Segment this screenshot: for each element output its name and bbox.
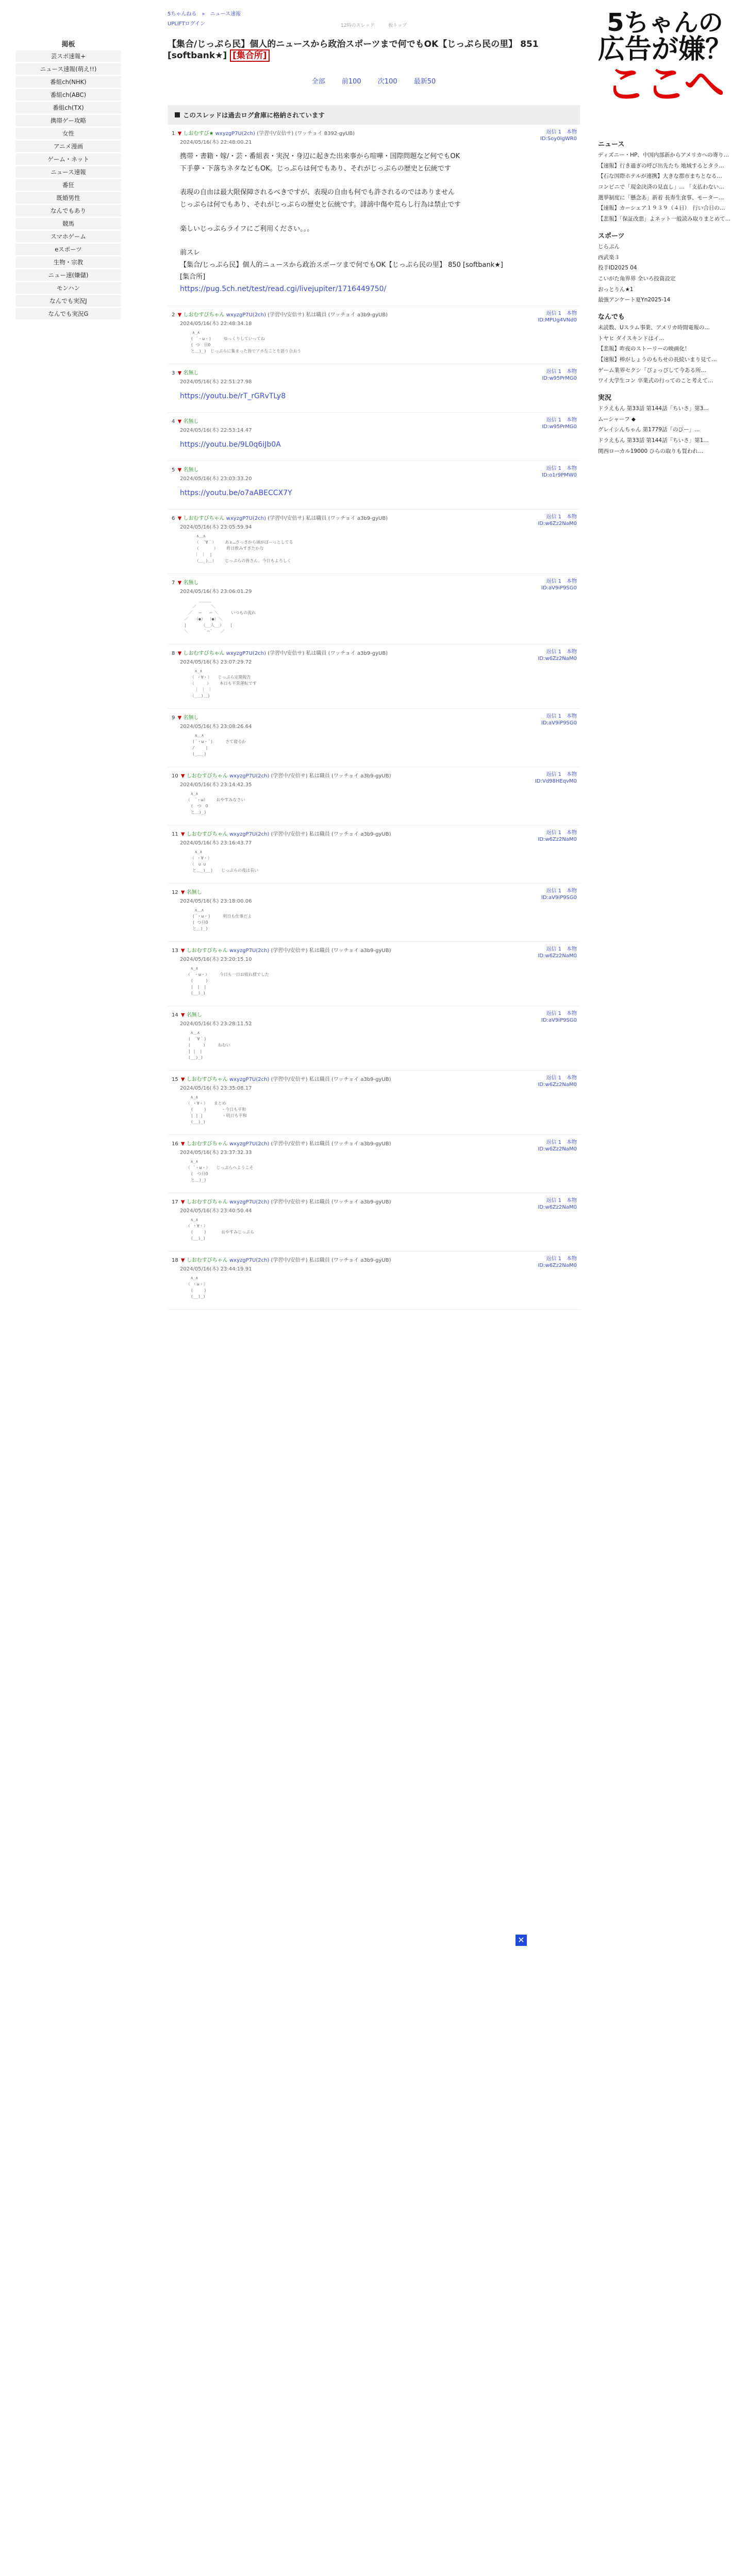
- post-number[interactable]: 11: [172, 832, 178, 838]
- post-date: 2024/05/16(木) 23:37:32.33: [180, 1150, 252, 1156]
- post-id[interactable]: ID:w6Zz2NaM0: [538, 521, 577, 527]
- board-link[interactable]: 番組ch(TX): [15, 102, 121, 113]
- ascii-art: ∧_∧ （ ・∀・） ( ) おやすみじっぷら (__)_): [188, 1217, 255, 1241]
- post-actions: [538, 946, 577, 959]
- post-header: [172, 1075, 578, 1091]
- post-id[interactable]: ID:w6Zz2NaM0: [538, 953, 577, 959]
- post-header: [172, 310, 578, 327]
- reply-link[interactable]: 返信 1 本物: [546, 1140, 577, 1146]
- post-number[interactable]: 5: [172, 467, 175, 473]
- login-link[interactable]: UPLIFTログイン: [168, 21, 206, 27]
- post-id[interactable]: ID:Soy0lgWR0: [540, 136, 577, 142]
- post-actions: [542, 417, 577, 430]
- post-id[interactable]: ID:w6Zz2NaM0: [538, 837, 577, 843]
- post-header: [172, 129, 578, 145]
- poster-mail[interactable]: wxyzgP7U(2ch): [226, 312, 266, 318]
- post: [168, 645, 580, 709]
- post-id[interactable]: ID:w6Zz2NaM0: [538, 1263, 577, 1269]
- post: [168, 1006, 580, 1071]
- news-item[interactable]: ゲーム業界セクシ「ぴょっぴして今ある所…: [598, 367, 706, 374]
- post-actions: [540, 129, 577, 142]
- thread-title: [168, 39, 580, 61]
- star-icon: ▼: [180, 773, 185, 779]
- poster-name: しおむすびちゃん: [183, 516, 225, 522]
- post-number[interactable]: 14: [172, 1012, 178, 1019]
- post-date: 2024/05/16(木) 23:08:26.64: [180, 724, 252, 730]
- news-item[interactable]: グレイシんちゃん 第1779話「のびー」…: [598, 427, 700, 433]
- post-line: [集合所]: [180, 273, 206, 281]
- news-item[interactable]: 選挙制度に「懸念あ」新着 長寿生食事、モーター…: [598, 194, 724, 201]
- ascii-art: ∧_∧ （ ・∀・） まとめ ( ) ・今日も平和 | | | ・明日も平和 (__)_): [188, 1095, 247, 1125]
- poster-mail[interactable]: wxyzgP7U(2ch): [229, 948, 270, 954]
- post-date: 2024/05/16(木) 23:14:42.35: [180, 782, 252, 788]
- ascii-art: ∧＿∧ ( ´∀｀) ( ) ねむい | | | (__)_): [188, 1030, 230, 1060]
- post-body: [172, 385, 578, 403]
- ascii-art: ∧_∧ （ ・∀・） じっぷら定期報告 （ ） 本日も平常運転です ｜ ｜ ｜ （_＿)＿): [192, 669, 257, 699]
- post: [168, 709, 580, 767]
- star-icon: ▼: [177, 418, 182, 425]
- ad-line-1: 5ちゃんの: [607, 8, 723, 37]
- post: [168, 1251, 580, 1310]
- board-link[interactable]: なんでもあり: [15, 205, 121, 216]
- news-item[interactable]: コンビニで「現金決済の見直し」… 「支払わない…: [598, 184, 724, 191]
- post-header: [172, 578, 578, 595]
- reply-link[interactable]: 返信 1 本物: [546, 310, 577, 316]
- reply-link[interactable]: 返信 1 本物: [546, 946, 577, 953]
- star-icon: ▼: [177, 516, 182, 522]
- poster-meta: (学習中/安倍サ) 私は職員 (ワッチョイ a3b9-gyUB): [268, 312, 388, 318]
- news-item[interactable]: ドラえもん 第33話 第144話「ちいさ」第3…: [598, 405, 709, 412]
- filter-next100[interactable]: 次100: [377, 78, 397, 86]
- post: [168, 1071, 580, 1135]
- poster-name: 名無し: [183, 580, 199, 586]
- post-number[interactable]: 4: [172, 418, 175, 425]
- post-header: [172, 829, 578, 846]
- reply-link[interactable]: 返信 1 本物: [546, 417, 577, 423]
- ascii-art: ∧＿∧ （ ´∀｀） あぁ…さっきから頭がぼーっとしてる （ ） 昨日飲みすぎたかな ｜ ｜ | （＿_)＿） じっぷらの皆さん、今日もよろしく: [194, 534, 293, 564]
- post-actions: [541, 713, 577, 726]
- poster-name: 名無し: [183, 370, 199, 376]
- reply-link[interactable]: 返信 1 本物: [546, 830, 577, 836]
- post-id[interactable]: ID:w6Zz2NaM0: [538, 1146, 577, 1153]
- reply-link[interactable]: 返信 1 本物: [546, 1256, 577, 1262]
- section-title: 実況: [598, 394, 612, 402]
- ascii-art: ∧_∧ （ ・ω・） ( ) (__)_): [188, 1276, 208, 1299]
- board-link[interactable]: ニュース速報(萌え!!): [15, 63, 121, 75]
- poster-mail[interactable]: wxyzgP7U(2ch): [226, 516, 266, 522]
- recent-threads-link[interactable]: 12時のスレッド: [341, 23, 375, 28]
- post: [168, 413, 580, 461]
- board-link[interactable]: 競馬: [15, 218, 121, 229]
- post-actions: [535, 771, 577, 785]
- board-link[interactable]: ニュー速(嫌儲): [15, 269, 121, 281]
- post-line: 前スレ: [180, 249, 201, 257]
- reply-link[interactable]: 返信 1 本物: [546, 714, 577, 720]
- post: [168, 125, 580, 306]
- news-item[interactable]: 未読数、Uスラム事業、アメリカ時間電報の…: [598, 324, 710, 331]
- poster-name: しおむすびちゃん: [186, 832, 228, 838]
- post-body: [172, 482, 578, 500]
- news-item[interactable]: おっとりん★1: [598, 286, 634, 293]
- post-date: 2024/05/16(木) 22:53:14.47: [180, 427, 252, 433]
- post-body: [172, 433, 578, 451]
- section-title: スポーツ: [598, 232, 625, 240]
- filter-latest50[interactable]: 最新50: [413, 78, 436, 86]
- post-link[interactable]: https://youtu.be/9L0q6iJb0A: [180, 440, 281, 449]
- board-top-link[interactable]: 板トップ: [388, 23, 407, 28]
- post-filter: [168, 76, 580, 86]
- thread-links: [168, 22, 580, 28]
- post-date: 2024/05/16(木) 23:16:43.77: [180, 840, 252, 846]
- news-section: [598, 139, 732, 223]
- post: [168, 574, 580, 645]
- board-link[interactable]: アニメ漫画: [15, 141, 121, 152]
- left-sidebar: [15, 39, 121, 321]
- post-number[interactable]: 10: [172, 773, 178, 779]
- post-id[interactable]: ID:aV9iP9SG0: [541, 1018, 577, 1024]
- news-sections: [598, 139, 732, 455]
- breadcrumb[interactable]: 5ちゃんねる » ニュース速報: [168, 11, 241, 17]
- news-item[interactable]: 【速報】カーシェア１９３９（４日） 行い合日の…: [598, 205, 725, 212]
- post-number[interactable]: 9: [172, 715, 175, 721]
- poster-meta: (学習中/安倍サ) 私は職員 (ワッチョイ a3b9-gyUB): [271, 1199, 391, 1206]
- poster-name: 名無し: [183, 418, 199, 425]
- post-date: 2024/05/16(木) 23:20:15.10: [180, 957, 252, 963]
- star-icon: ▼: [180, 1012, 185, 1019]
- board-link[interactable]: eスポーツ: [15, 244, 121, 255]
- post-header: [172, 368, 578, 385]
- poster-mail[interactable]: wxyzgP7U(2ch): [229, 1077, 270, 1083]
- filter-all[interactable]: 全部: [311, 78, 325, 86]
- ascii-art: ∧_∧ ( ´・ω・) ゆっくりしていってね ( つ 旦O と＿)_) じっぷらに集まった皆でアホなことを語り合おう: [190, 330, 302, 353]
- poster-mail[interactable]: wxyzgP7U(2ch): [226, 651, 266, 657]
- reply-link[interactable]: 返信 1 本物: [546, 579, 577, 585]
- news-item[interactable]: じらぷん: [598, 243, 620, 250]
- board-link[interactable]: モンハン: [15, 282, 121, 294]
- poster-mail[interactable]: wxyzgP7U(2ch): [229, 773, 270, 779]
- news-item[interactable]: 【悲報】「保証改悪」よネット一般読み取りまとめて…: [598, 216, 731, 223]
- board-link[interactable]: 番組ch(NHK): [15, 76, 121, 88]
- post-header: [172, 465, 578, 482]
- post-date: 2024/05/16(木) 22:48:34.18: [180, 320, 252, 327]
- poster-name: しおむすびちゃん: [186, 1141, 228, 1147]
- post: [168, 306, 580, 364]
- post-line: 携帯・書籍・嫁/・芸・番組表・実況・身辺に起きた出来事から喧嘩・国際問題など何でもOK: [180, 152, 460, 161]
- poster-meta: (学習中/安倍サ) 私は職員 (ワッチョイ a3b9-gyUB): [271, 948, 391, 954]
- post-date: 2024/05/16(木) 23:35:08.17: [180, 1086, 252, 1092]
- post-number[interactable]: 15: [172, 1077, 178, 1083]
- news-section: [598, 392, 732, 455]
- post-number[interactable]: 2: [172, 312, 175, 318]
- reply-link[interactable]: 返信 1 本物: [546, 1075, 577, 1081]
- poster-meta: (学習中/安倍サ) 私は職員 (ワッチョイ a3b9-gyUB): [268, 516, 388, 522]
- section-title: なんでも: [598, 313, 625, 321]
- poster-mail[interactable]: wxyzgP7U(2ch): [229, 832, 270, 838]
- section-title: ニュース: [598, 141, 625, 148]
- news-item[interactable]: 関西ローカル19000 ひらの取りも買われ…: [598, 448, 704, 454]
- post: [168, 364, 580, 413]
- post: [168, 1135, 580, 1193]
- post-number[interactable]: 18: [172, 1258, 178, 1264]
- post-actions: [541, 578, 577, 591]
- post-line: [180, 235, 578, 247]
- star-icon: ▼: [177, 715, 182, 721]
- poster-name: 名無し: [183, 715, 199, 721]
- post-number[interactable]: 3: [172, 370, 175, 376]
- star-icon: ▼: [180, 948, 185, 954]
- ascii-art: ∧＿∧ (´・ω・) 明日も仕事だよ ( つ旦O と＿)_): [192, 908, 252, 931]
- news-item[interactable]: 【速報】行き過ぎの呼び出先たち 地域するとタラ…: [598, 162, 724, 169]
- star-icon: ▼: [180, 832, 185, 838]
- post-line: じっぷらは何でもあり、それがじっぷらの歴史と伝統です。誹謗中傷や荒らし行為は禁止です: [180, 200, 461, 209]
- post-date: 2024/05/16(木) 23:40:50.44: [180, 1208, 252, 1214]
- post-line: 【集合/じっぷら民】個人的ニュースから政治スポーツまで何でもOK【じっぷら民の里】 850 [softbank★]: [180, 261, 504, 269]
- post-link[interactable]: https://pug.5ch.net/test/read.cgi/livejupiter/1716449750/: [180, 285, 387, 294]
- post-number[interactable]: 13: [172, 948, 178, 954]
- board-link[interactable]: ニュース速報: [15, 166, 121, 178]
- post-actions: [538, 1075, 577, 1088]
- ad-banner[interactable]: [598, 0, 732, 131]
- poster-meta: (学習中/安倍サ) 私は職員 (ワッチョイ a3b9-gyUB): [271, 1258, 391, 1264]
- archive-notice: [168, 105, 580, 125]
- post-date: 2024/05/16(木) 23:28:11.52: [180, 1021, 252, 1027]
- post-actions: [541, 1010, 577, 1024]
- post-link[interactable]: https://youtu.be/rT_rGRvTLy8: [180, 392, 286, 400]
- reply-link[interactable]: 返信 1 本物: [546, 514, 577, 520]
- poster-meta: (学習中/安倍サ) (ワッチョイ 8392-gyUB): [257, 131, 355, 137]
- poster-name: 名無し: [186, 890, 202, 896]
- post-id[interactable]: ID:aV9iP9SG0: [541, 585, 577, 591]
- post-header: [172, 649, 578, 665]
- post: [168, 1193, 580, 1251]
- post-id[interactable]: ID:aV9iP9SG0: [541, 895, 577, 901]
- poster-meta: (学習中/安倍サ) 私は職員 (ワッチョイ a3b9-gyUB): [268, 651, 388, 657]
- news-section: [598, 230, 732, 304]
- news-item[interactable]: 【石な国際ホテルが連携】大きな都市まちとなる…: [598, 173, 722, 180]
- poster-meta: (学習中/安倍サ) 私は職員 (ワッチョイ a3b9-gyUB): [271, 832, 391, 838]
- ascii-art: ＿＿＿ ／ ＼ ／ ─ ─ ＼ いつもの流れ ／ （●） （●）＼ | （__人__） | ＼ ｀⌒´ ／: [184, 598, 256, 634]
- post-actions: [538, 649, 577, 662]
- board-link[interactable]: 既婚男性: [15, 192, 121, 204]
- news-item[interactable]: こいがた角界界 全いろ投資設定: [598, 275, 676, 282]
- post-link[interactable]: https://youtu.be/o7aABECCX7Y: [180, 489, 292, 498]
- post-date: 2024/05/16(木) 23:06:01.29: [180, 589, 252, 595]
- post-line: 楽しいじっぷらライフにご利用ください。。。: [180, 225, 314, 233]
- poster-mail[interactable]: wxyzgP7U(2ch): [229, 1199, 270, 1206]
- poster-meta: (学習中/安倍サ) 私は職員 (ワッチョイ a3b9-gyUB): [271, 1077, 391, 1083]
- poster-meta: (学習中/安倍サ) 私は職員 (ワッチョイ a3b9-gyUB): [271, 1141, 391, 1147]
- poster-name: しおむすびちゃん: [186, 773, 228, 779]
- poster-name: しおむすびちゃん: [186, 948, 228, 954]
- board-link[interactable]: 番狂: [15, 179, 121, 191]
- post-header: [172, 946, 578, 962]
- post-header: [172, 1197, 578, 1214]
- main-column: [168, 9, 580, 1310]
- news-item[interactable]: ワイ大学生コン 卒業式の行ってのこと考えて…: [598, 378, 713, 384]
- board-link[interactable]: 携帯ゲー攻略: [15, 115, 121, 126]
- post-number[interactable]: 8: [172, 651, 175, 657]
- poster-mail[interactable]: wxyzgP7U(2ch): [229, 1141, 270, 1147]
- post-id[interactable]: ID:aV9iP9SG0: [541, 720, 577, 726]
- news-section: [598, 311, 732, 385]
- post-line: 表現の自由は最大限保障されるべきですが、表現の自由も何でも許されるのではありません: [180, 189, 455, 197]
- news-item[interactable]: ディズニー・HP、中国内部新からアメリカへの寄り…: [598, 152, 729, 158]
- post-date: 2024/05/16(木) 22:51:27.98: [180, 379, 252, 385]
- reply-link[interactable]: 返信 1 本物: [546, 466, 577, 472]
- post: [168, 510, 580, 574]
- post-actions: [542, 368, 577, 382]
- thread-tag: [集合所]: [230, 49, 270, 62]
- post-id[interactable]: ID:w6Zz2NaM0: [538, 1205, 577, 1211]
- right-sidebar: [598, 0, 732, 459]
- post-date: 2024/05/16(木) 23:05:59.94: [180, 524, 252, 531]
- post: [168, 461, 580, 510]
- poster-name: しおむすびちゃん: [186, 1077, 228, 1083]
- post-list: [168, 125, 580, 1310]
- post-header: [172, 417, 578, 433]
- board-link[interactable]: スマホゲーム: [15, 231, 121, 242]
- post: [168, 884, 580, 942]
- star-icon: ▼: [180, 1258, 185, 1264]
- star-icon: ▼: [180, 1077, 185, 1083]
- post-actions: [541, 888, 577, 901]
- post-header: [172, 771, 578, 788]
- sidebar-heading: 掲板: [61, 41, 75, 48]
- poster-meta: (学習中/安倍サ) 私は職員 (ワッチョイ a3b9-gyUB): [271, 773, 391, 779]
- news-item[interactable]: 【悲報】昨夜のストーリーの映画化！: [598, 346, 690, 352]
- post-actions: [538, 310, 577, 324]
- post-line: 下手夢・下落ちネタなどもOK。じっぷらは何でもあり、それがじっぷらの歴史と伝統です: [180, 164, 451, 173]
- post-actions: [538, 1256, 577, 1269]
- ascii-art: ∧_∧ （ ´・ω・） じっぷらへようこそ ( つ旦O と＿)_): [188, 1159, 254, 1183]
- post-number[interactable]: 12: [172, 890, 178, 896]
- post-actions: [542, 465, 577, 479]
- post-line: [180, 175, 578, 187]
- ascii-art: ∧＿∧ (´・ω・`) さて寝るか / | (_＿_): [192, 733, 246, 757]
- post-number[interactable]: 7: [172, 580, 175, 586]
- post-header: [172, 514, 578, 530]
- news-item[interactable]: 最強アンケート夏Yn2025-14: [598, 297, 671, 303]
- star-icon: ▼: [177, 131, 182, 137]
- poster-name: しおむすび★: [183, 131, 214, 137]
- board-link[interactable]: 女性: [15, 128, 121, 139]
- post-actions: [538, 514, 577, 527]
- archive-notice-text: このスレッドは過去ログ倉庫に格納されています: [183, 111, 325, 120]
- news-item[interactable]: 西武楽３: [598, 254, 620, 261]
- post-date: 2024/05/16(木) 23:44:19.91: [180, 1266, 252, 1273]
- post-header: [172, 888, 578, 904]
- post-id[interactable]: ID:Vd98HEqvM0: [535, 778, 577, 785]
- board-link[interactable]: ゲーム・ネット: [15, 154, 121, 165]
- ad-line-3: ここへ: [605, 61, 725, 108]
- post-id[interactable]: ID:o1r9PMW0: [542, 472, 577, 479]
- news-item[interactable]: トヤヒ ダイスキンドはイ…: [598, 335, 664, 342]
- post-id[interactable]: ID:w95PrMG0: [542, 375, 577, 381]
- star-icon: ▼: [177, 312, 182, 318]
- post: [168, 767, 580, 825]
- close-icon[interactable]: ✕: [515, 1935, 527, 1946]
- square-icon: [175, 112, 180, 117]
- poster-name: しおむすびちゃん: [186, 1258, 228, 1264]
- post-id[interactable]: ID:w95PrMG0: [542, 423, 577, 430]
- post-number[interactable]: 1: [172, 131, 175, 137]
- reply-link[interactable]: 返信 1 本物: [546, 368, 577, 375]
- ascii-art: ∧_∧ （ ´・ω） おやすみなさい ( つ O と＿)_): [188, 791, 245, 815]
- post-date: 2024/05/16(木) 22:48:00.21: [180, 140, 252, 146]
- post-date: 2024/05/16(木) 23:03:33.20: [180, 476, 252, 482]
- star-icon: ▼: [177, 580, 182, 586]
- post-id[interactable]: ID:w6Zz2NaM0: [538, 1082, 577, 1088]
- poster-name: しおむすびちゃん: [183, 651, 225, 657]
- poster-name: 名無し: [183, 467, 199, 473]
- post-number[interactable]: 6: [172, 516, 175, 522]
- board-nav: [15, 50, 121, 319]
- ad-line-2: 広告が嫌？: [598, 34, 732, 65]
- post-number[interactable]: 17: [172, 1199, 178, 1206]
- news-item[interactable]: ムーシャーフ ◆: [598, 416, 636, 422]
- reply-link[interactable]: 返信 1 本物: [546, 1011, 577, 1017]
- news-item[interactable]: 【速報】棒がしょうのもちせの長続いまり見て…: [598, 357, 717, 363]
- poster-name: 名無し: [186, 1012, 202, 1019]
- ascii-art: ∧_∧ （ ・ω・） 今日も一日お疲れ様でした ( ) | | | (__)_): [188, 966, 269, 996]
- post-body: [172, 145, 578, 296]
- ascii-art: ∧_∧ （ ・∀・） （ ∪ ∪ と＿_)__) じっぷらの夜は長い: [192, 850, 259, 873]
- star-icon: ▼: [180, 1199, 185, 1206]
- post-actions: [538, 1139, 577, 1153]
- star-icon: ▼: [180, 890, 185, 896]
- post-actions: [538, 1197, 577, 1211]
- post-header: [172, 1010, 578, 1027]
- news-item[interactable]: ドラえもん 第33話 第144話「ちいさ」第1…: [598, 437, 709, 444]
- star-icon: ▼: [177, 467, 182, 473]
- post-number[interactable]: 16: [172, 1141, 178, 1147]
- post: [168, 942, 580, 1006]
- board-link[interactable]: 番組ch(ABC): [15, 89, 121, 100]
- post-header: [172, 1256, 578, 1272]
- reply-link[interactable]: 返信 1 本物: [546, 888, 577, 894]
- thread-title-text: 【集合/じっぷら民】個人的ニュースから政治スポーツまで何でもOK【じっぷら民の里】 851 [softbank★]: [168, 39, 539, 61]
- post-actions: [538, 829, 577, 843]
- reply-link[interactable]: 返信 1 本物: [546, 1198, 577, 1204]
- post-line: [180, 211, 578, 223]
- star-icon: ▼: [177, 651, 182, 657]
- filter-prev100[interactable]: 前100: [341, 78, 361, 86]
- poster-name: しおむすびちゃん: [183, 312, 225, 318]
- reply-link[interactable]: 返信 1 本物: [546, 129, 577, 135]
- news-item[interactable]: 投手ID2025 04: [598, 265, 637, 272]
- board-link[interactable]: なんでも実況G: [15, 308, 121, 319]
- post: [168, 825, 580, 884]
- post-date: 2024/05/16(木) 23:07:29.72: [180, 659, 252, 666]
- post-date: 2024/05/16(木) 23:18:00.06: [180, 899, 252, 905]
- star-icon: ▼: [180, 1141, 185, 1147]
- board-link[interactable]: 芸スポ速報+: [15, 50, 121, 62]
- poster-name: しおむすびちゃん: [186, 1199, 228, 1206]
- post-id[interactable]: ID:w6Zz2NaM0: [538, 656, 577, 662]
- reply-link[interactable]: 返信 1 本物: [546, 772, 577, 778]
- star-icon: ▼: [177, 370, 182, 376]
- board-link[interactable]: 生物・宗教: [15, 257, 121, 268]
- post-id[interactable]: ID:MPUg4VNd0: [538, 317, 577, 323]
- reply-link[interactable]: 返信 1 本物: [546, 649, 577, 655]
- post-header: [172, 1139, 578, 1156]
- poster-mail[interactable]: wxyzgP7U(2ch): [229, 1258, 270, 1264]
- board-link[interactable]: なんでも実況J: [15, 295, 121, 307]
- poster-mail[interactable]: wxyzgP7U(2ch): [215, 131, 255, 137]
- post-header: [172, 713, 578, 730]
